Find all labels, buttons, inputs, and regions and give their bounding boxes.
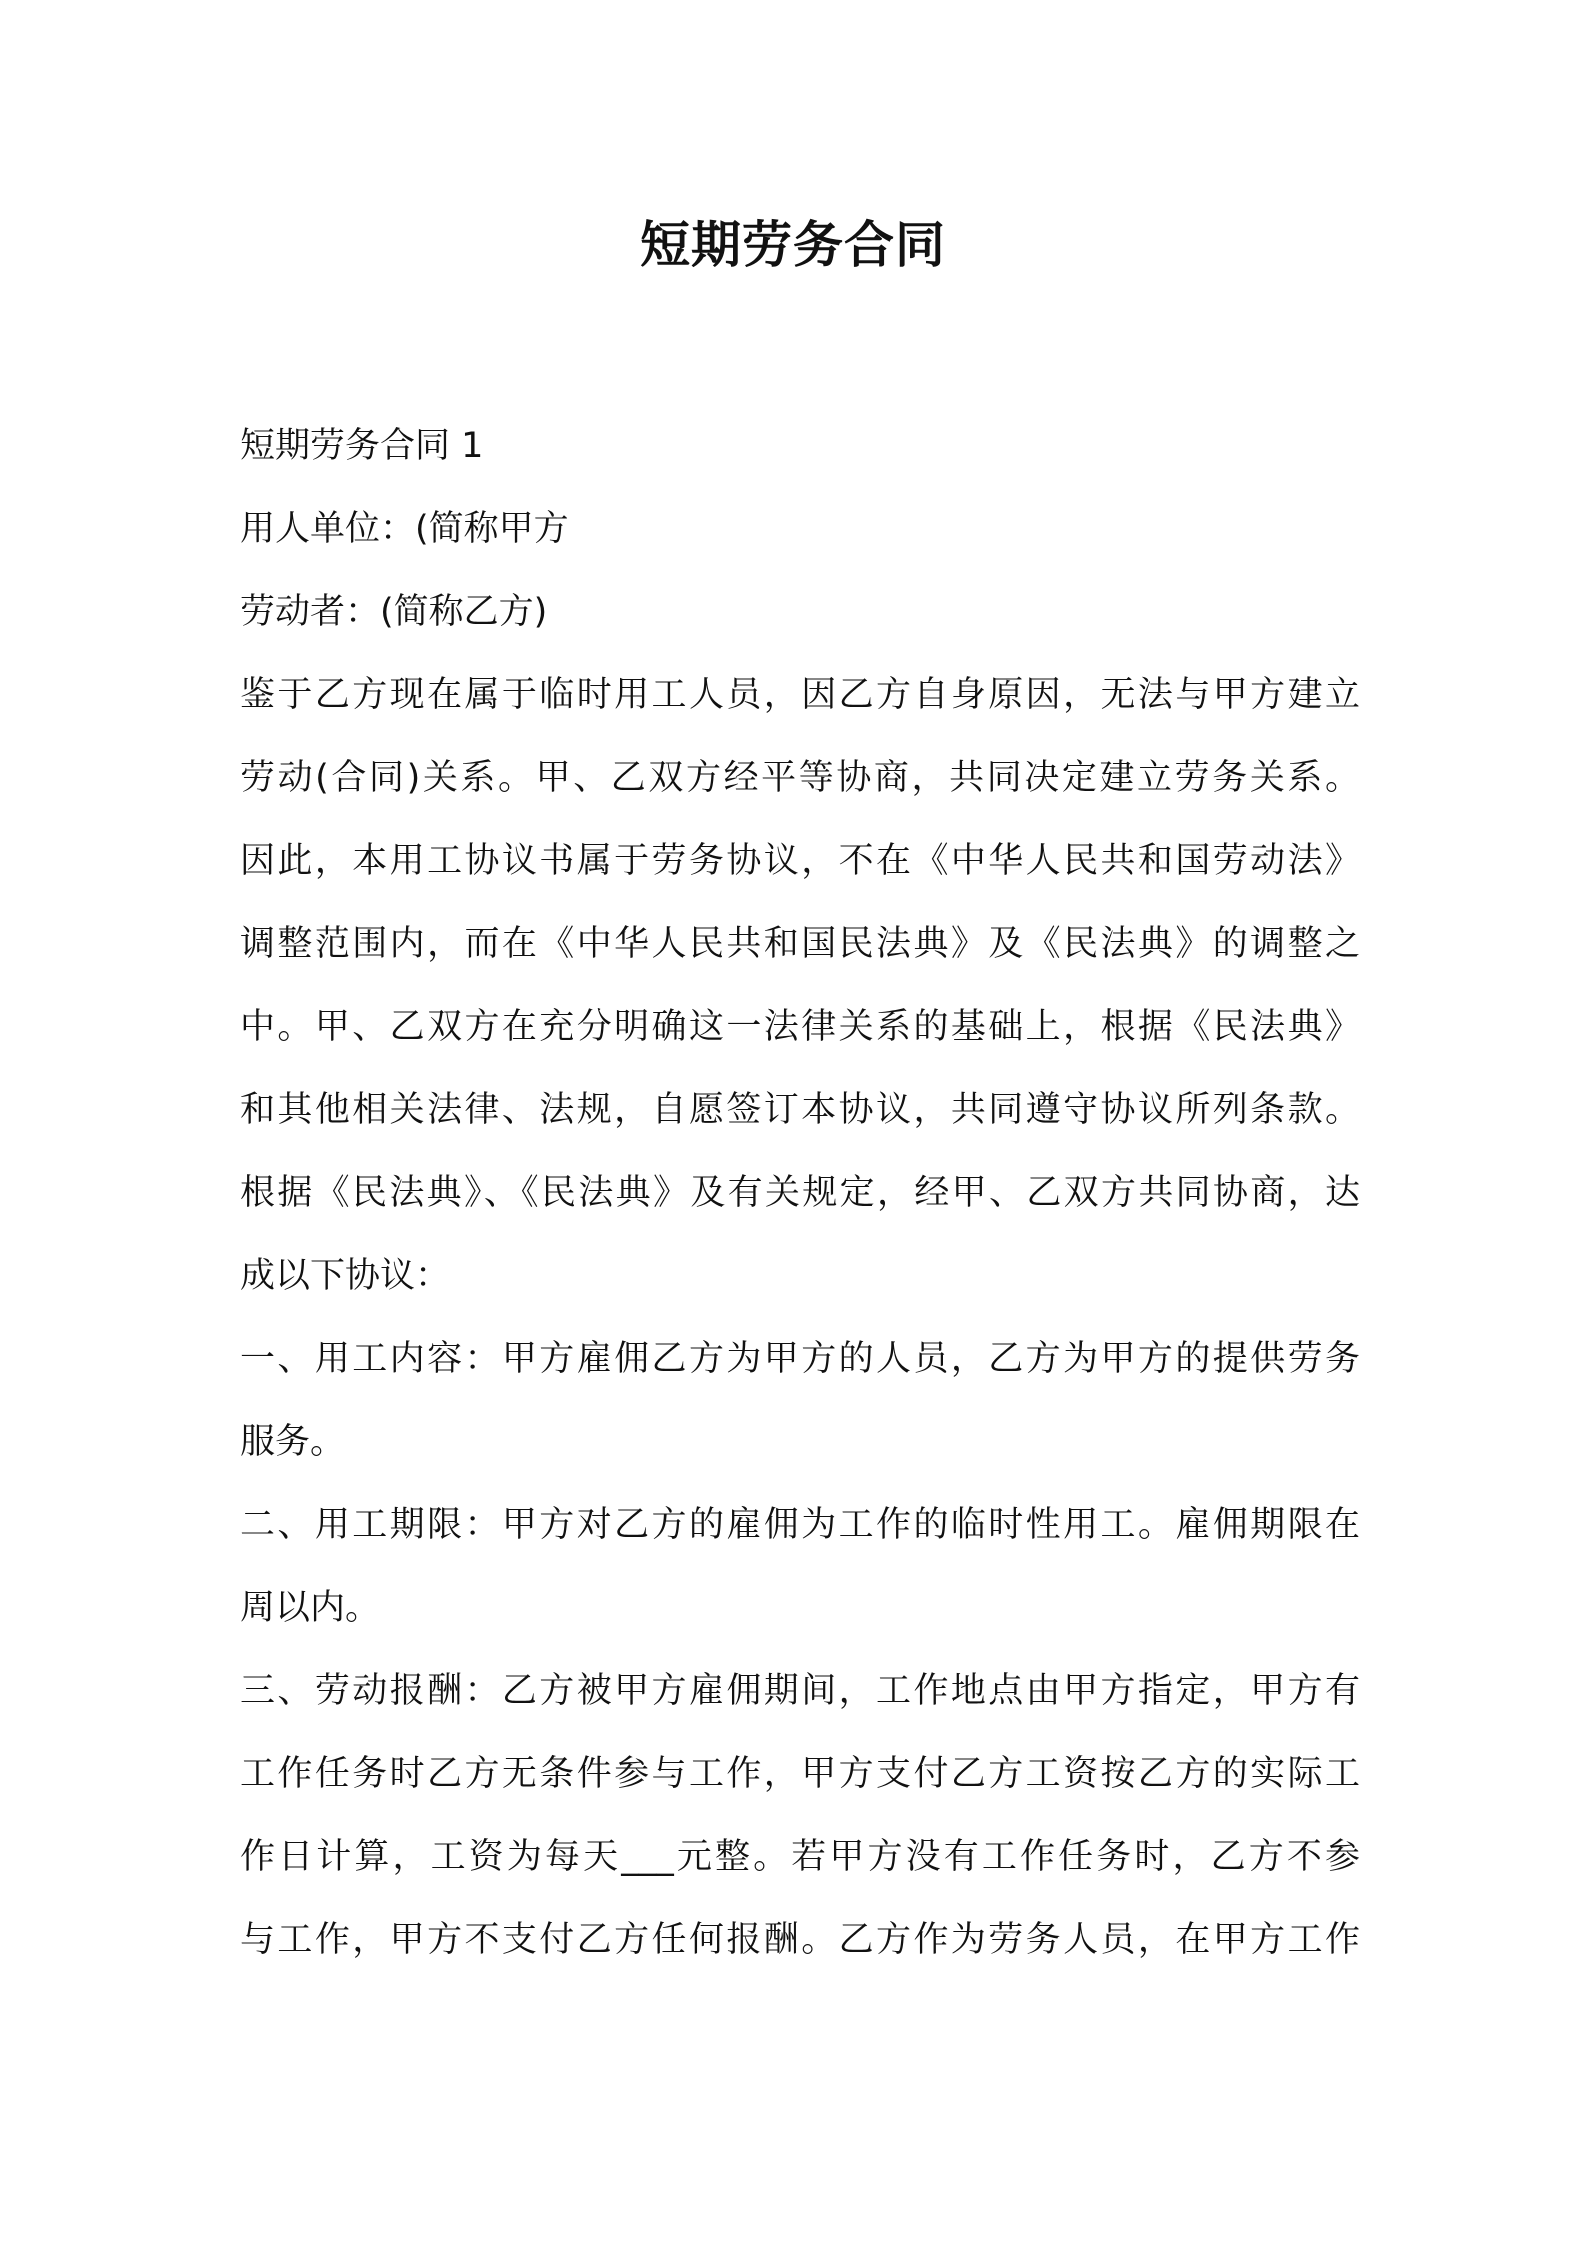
text-line: 劳动(合同)关系。甲、乙双方经平等协商，共同决定建立劳务关系。: [240, 758, 1360, 798]
text-line-employer: 用人单位：(简称甲方: [240, 509, 569, 549]
text-line: 根据《民法典》、《民法典》及有关规定，经甲、乙双方共同协商，达: [240, 1173, 1360, 1213]
text-line: 周以内。: [240, 1588, 381, 1628]
text-line: 作日计算，工资为每天___元整。若甲方没有工作任务时，乙方不参: [240, 1837, 1360, 1877]
text-line: 服务。: [240, 1422, 346, 1462]
text-line-subtitle: 短期劳务合同 1: [240, 426, 484, 466]
text-line-clause-1: 一、用工内容：甲方雇佣乙方为甲方的人员，乙方为甲方的提供劳务: [240, 1339, 1360, 1379]
text-line-clause-2: 二、用工期限：甲方对乙方的雇佣为工作的临时性用工。雇佣期限在: [240, 1505, 1360, 1545]
text-line-clause-3: 三、劳动报酬：乙方被甲方雇佣期间，工作地点由甲方指定，甲方有: [240, 1671, 1360, 1711]
text-line: 调整范围内，而在《中华人民共和国民法典》及《民法典》的调整之: [240, 924, 1360, 964]
text-line: 工作任务时乙方无条件参与工作，甲方支付乙方工资按乙方的实际工: [240, 1754, 1360, 1794]
document-title: 短期劳务合同: [640, 216, 946, 274]
text-line: 中。甲、乙双方在充分明确这一法律关系的基础上，根据《民法典》: [240, 1007, 1360, 1047]
text-line: 因此，本用工协议书属于劳务协议，不在《中华人民共和国劳动法》: [240, 841, 1360, 881]
document-body: [240, 405, 1360, 1982]
text-line: 和其他相关法律、法规，自愿签订本协议，共同遵守协议所列条款。: [240, 1090, 1360, 1130]
text-line: 鉴于乙方现在属于临时用工人员，因乙方自身原因，无法与甲方建立: [240, 675, 1360, 715]
text-line-worker: 劳动者：(简称乙方): [240, 592, 548, 632]
text-line: 与工作，甲方不支付乙方任何报酬。乙方作为劳务人员，在甲方工作: [240, 1920, 1360, 1960]
text-line: 成以下协议：: [240, 1256, 451, 1296]
